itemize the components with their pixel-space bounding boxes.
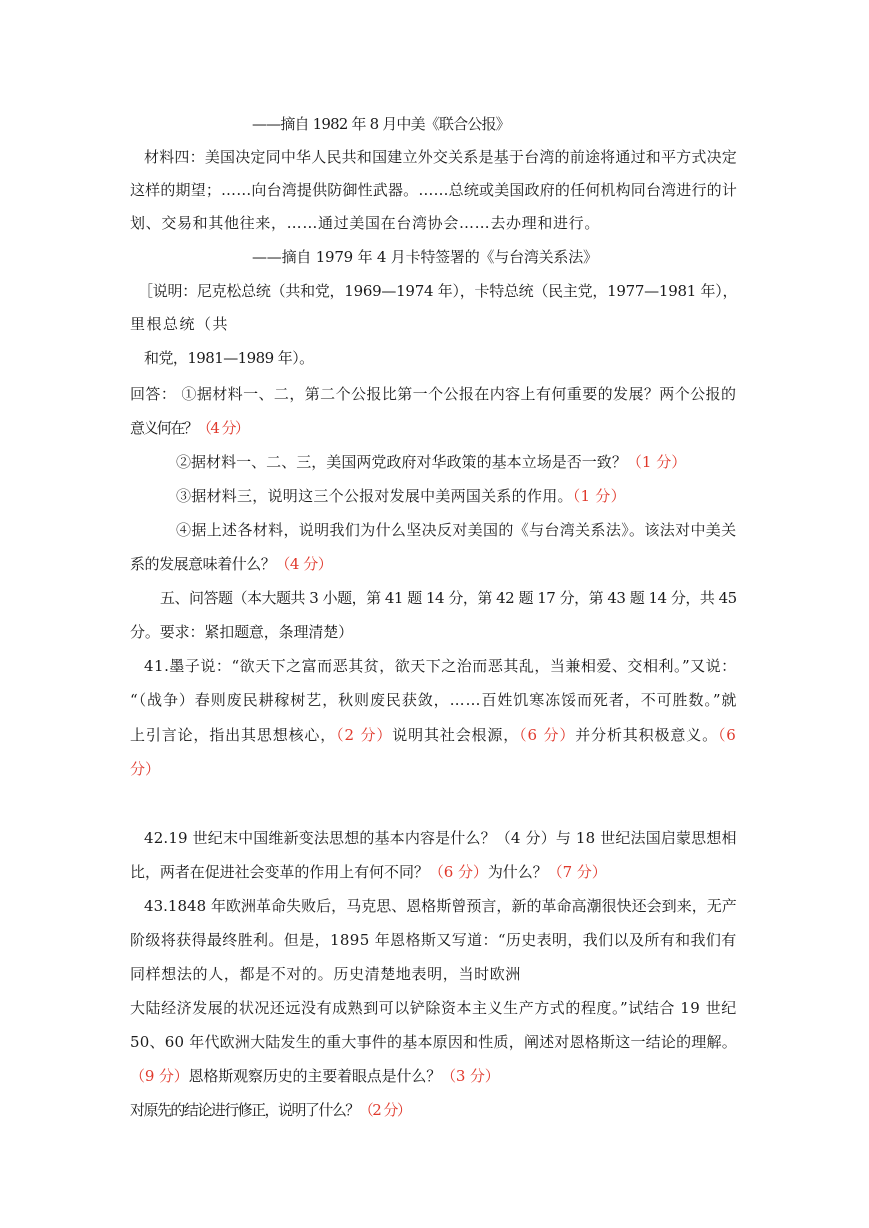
text-segment: 材料四：美国决定同中华人民共和国建立外交关系是基于台湾的前途将通过和平方式决定 (144, 148, 738, 166)
text-line (160, 588, 737, 608)
score-annotation: （2 分） (358, 1101, 411, 1119)
text-segment: “（战争）春则废民耕稼树艺，秋则废民获敛，……百姓饥寒冻馁而死者，不可胜数。”就 (130, 691, 738, 709)
text-segment: ［说明：尼克松总统（共和党，1969—1974 年），卡特总统（民主党，1977—1981 年）， (138, 282, 738, 300)
text-segment: 回答： ①据材料一、二，第二个公报比第一个公报在内容上有何重要的发展？两个公报的 (130, 385, 737, 403)
text-line (138, 281, 737, 301)
text-line (252, 247, 598, 267)
text-line (176, 452, 686, 472)
text-segment: 43.1848 年欧洲革命失败后，马克思、恩格斯曾预言，新的革命高潮很快还会到来，无产 (144, 897, 737, 915)
text-line (130, 213, 600, 233)
text-line (176, 486, 626, 506)
text-line (144, 896, 737, 916)
text-segment: 对原先的结论进行修正，说明了什么？ (130, 1101, 359, 1119)
text-line (130, 998, 737, 1018)
text-line (144, 147, 737, 167)
score-annotation: （4 分） (197, 419, 249, 437)
text-line (130, 930, 737, 950)
score-annotation: （6 分） (519, 726, 576, 744)
score-annotation: （3 分） (441, 1067, 500, 1085)
text-line (130, 690, 737, 710)
text-segment: 并分析其积极意义。 (575, 726, 718, 744)
text-segment: ②据材料一、二、三，美国两党政府对华政策的基本立场是否一致？ (176, 453, 627, 471)
score-annotation: （1 分） (626, 453, 687, 471)
score-annotation: （6 分） (428, 863, 488, 881)
text-line (130, 180, 737, 200)
text-line (130, 1066, 500, 1086)
score-annotation: 分） (130, 760, 161, 778)
text-line (130, 418, 248, 438)
text-line (130, 314, 229, 334)
score-annotation: （4 分） (275, 555, 333, 573)
text-line (130, 759, 160, 779)
text-line (130, 725, 737, 745)
text-segment: ③据材料三，说明这三个公报对发展中美两国关系的作用。 (176, 487, 573, 505)
score-annotation: （1 分） (572, 487, 626, 505)
text-line (130, 964, 521, 984)
text-segment: 42.19 世纪末中国维新变法思想的基本内容是什么？（4 分）与 18 世纪法国启蒙思想相 (144, 829, 737, 847)
text-segment: 比，两者在促进社会变革的作用上有何不同？ (130, 863, 429, 881)
text-segment: 分。要求：紧扣题意，条理清楚） (130, 623, 354, 641)
score-annotation: （7 分） (547, 863, 607, 881)
text-segment: 恩格斯观察历史的主要着眼点是什么？ (188, 1067, 442, 1085)
text-segment: 大陆经济发展的状况还远没有成熟到可以铲除资本主义生产方式的程度。”试结合 19 世纪 (130, 999, 737, 1017)
text-line (130, 1100, 410, 1120)
text-line (176, 520, 737, 540)
score-annotation: （9 分） (130, 1067, 189, 1085)
text-line (252, 114, 510, 134)
text-line (130, 1032, 737, 1052)
text-line (130, 862, 607, 882)
text-segment: 上引言论，指出其思想核心， (130, 726, 337, 744)
text-segment: 和党，1981—1989 年）。 (144, 349, 314, 367)
score-annotation: （6 (717, 726, 737, 744)
text-line (144, 828, 737, 848)
text-segment: 为什么？ (487, 863, 548, 881)
text-line (130, 554, 332, 574)
text-segment: 划、交易和其他往来，……通过美国在台湾协会……去办理和进行。 (130, 214, 601, 232)
text-segment: ——摘自 1979 年 4 月卡特签署的《与台湾关系法》 (252, 248, 598, 266)
text-segment: ④据上述各材料，说明我们为什么坚决反对美国的《与台湾关系法》。该法对中美关 (176, 521, 737, 539)
text-segment: 里根总统（共 (130, 315, 230, 333)
text-segment: ——摘自 1982 年 8 月中美《联合公报》 (252, 115, 510, 133)
text-segment: 41.墨子说：“欲天下之富而恶其贫，欲天下之治而恶其乱，当兼相爱、交相利。”又说： (144, 657, 737, 675)
text-segment: 意义何在？ (130, 419, 198, 437)
text-line (144, 656, 737, 676)
text-segment: 同样想法的人，都是不对的。历史清楚地表明，当时欧洲 (130, 965, 522, 983)
text-segment: 说明其社会根源， (392, 726, 520, 744)
text-line (130, 622, 353, 642)
score-annotation: （2 分） (336, 726, 393, 744)
text-segment: 阶级将获得最终胜利。但是，1895 年恩格斯又写道：“历史表明，我们以及所有和我们有 (130, 931, 737, 949)
text-line (130, 384, 736, 404)
text-segment: 这样的期望；……向台湾提供防御性武器。……总统或美国政府的任何机构同台湾进行的计 (130, 181, 738, 199)
text-segment: 五、问答题（本大题共 3 小题，第 41 题 14 分，第 42 题 17 分，第 43 题 14 分，共 45 (160, 589, 737, 607)
text-line (144, 348, 314, 368)
text-segment: 系的发展意味着什么？ (130, 555, 276, 573)
text-segment: 50、60 年代欧洲大陆发生的重大事件的基本原因和性质，阐述对恩格斯这一结论的理解。 (130, 1033, 737, 1051)
